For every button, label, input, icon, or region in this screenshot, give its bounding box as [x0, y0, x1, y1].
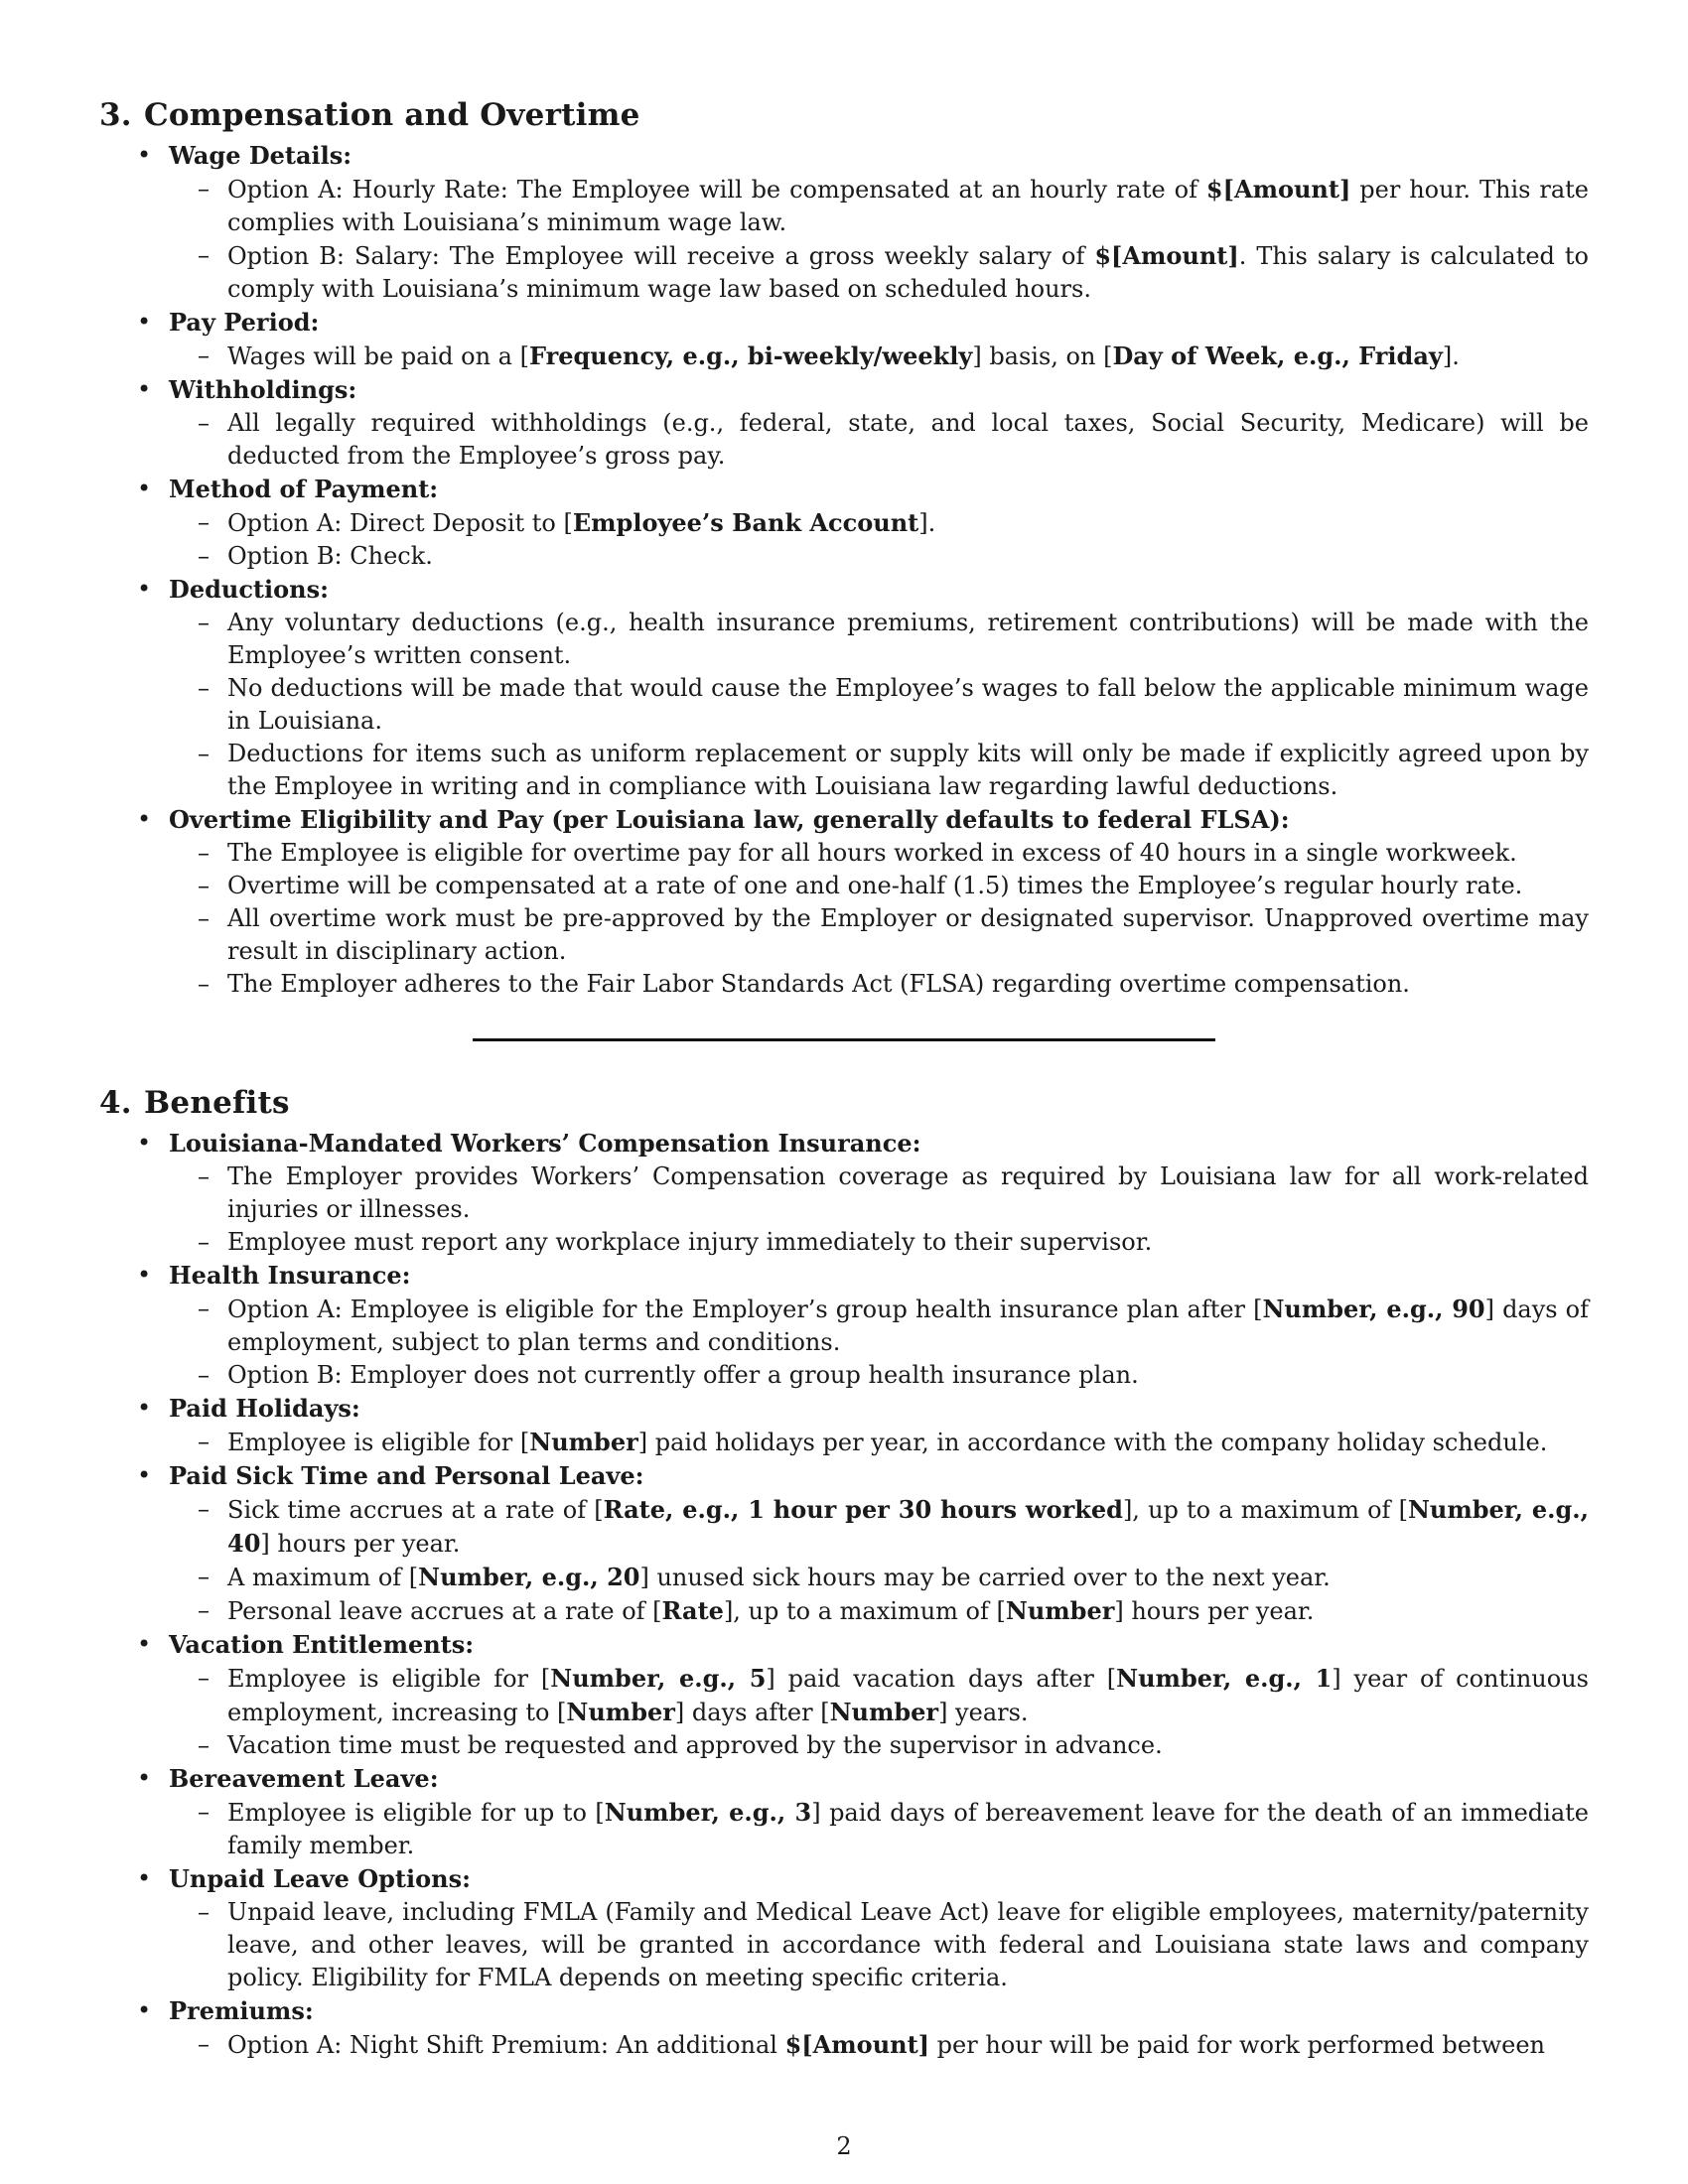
sub-text: ].: [1442, 342, 1460, 370]
sub-text: Option A: Employee is eligible for the Employer’s group health insurance plan after [: [227, 1296, 1263, 1323]
list-item: [99, 473, 1589, 573]
sub-item: [169, 1594, 1589, 1628]
sub-text: Employee must report any workplace injury immediately to their supervisor.: [227, 1228, 1153, 1256]
sub-text: The Employer adheres to the Fair Labor Standards Act (FLSA) regarding overtime compensation.: [227, 970, 1410, 998]
sub-text: Vacation time must be requested and approved by the supervisor in advance.: [227, 1731, 1163, 1759]
sub-text: Option A: Direct Deposit to [: [227, 509, 573, 537]
placeholder-field: $[Amount]: [784, 2030, 930, 2059]
placeholder-field: Day of Week, e.g., Friday: [1112, 341, 1443, 370]
sub-item: [169, 540, 1589, 573]
list-item: [99, 1127, 1589, 1259]
sub-list: [169, 607, 1589, 803]
sub-item: [169, 968, 1589, 1001]
sub-text: ] paid days of bereavement leave for the death of an immediate family member.: [227, 1799, 1589, 1859]
dash-icon: –: [198, 1428, 210, 1455]
bullet-icon: •: [137, 375, 152, 403]
sub-item: [169, 1796, 1589, 1862]
dash-icon: –: [198, 1295, 210, 1322]
sub-item: [169, 1729, 1589, 1762]
list-item: [99, 1259, 1589, 1392]
dash-icon: –: [198, 1563, 210, 1590]
dash-icon: –: [198, 904, 210, 932]
bullet-icon: •: [137, 1129, 152, 1157]
sub-item: [169, 407, 1589, 473]
item-title: Wage Details:: [169, 141, 352, 170]
list-item: [99, 1762, 1589, 1862]
sub-text: Employee is eligible for up to [: [227, 1799, 605, 1827]
dash-icon: –: [198, 1495, 210, 1523]
item-title: Overtime Eligibility and Pay (per Louisiana law, generally defaults to federal FLSA):: [169, 805, 1290, 834]
sub-text: ] unused sick hours may be carried over to the next year.: [639, 1564, 1331, 1591]
sub-text: ] hours per year.: [1114, 1597, 1315, 1625]
sub-item: [169, 1896, 1589, 1994]
sub-text: per hour will be paid for work performed between: [929, 2031, 1546, 2059]
sub-text: Option B: Employer does not currently offer a group health insurance plan.: [227, 1361, 1139, 1389]
sub-text: Personal leave accrues at a rate of [: [227, 1597, 662, 1625]
sub-text: Employee is eligible for [: [227, 1429, 530, 1456]
dash-icon: –: [198, 409, 210, 437]
item-title: Paid Sick Time and Personal Leave:: [169, 1461, 644, 1490]
dash-icon: –: [198, 341, 210, 369]
sub-text: Deductions for items such as uniform replacement or supply kits will only be made if explicitly agreed upon by the Employee in writing and in compliance with Louisiana law regarding lawful deductions.: [227, 740, 1589, 800]
dash-icon: –: [198, 740, 210, 767]
bullet-icon: •: [137, 575, 152, 603]
dash-icon: –: [198, 1596, 210, 1624]
placeholder-field: Frequency, e.g., bi-weekly/weekly: [528, 341, 973, 370]
sub-item: [169, 1293, 1589, 1359]
dash-icon: –: [198, 1798, 210, 1826]
item-title: Unpaid Leave Options:: [169, 1864, 471, 1893]
item-title: Health Insurance:: [169, 1261, 411, 1290]
section-gap: [99, 1041, 1589, 1079]
item-list: [99, 139, 1589, 1001]
sub-item: [169, 870, 1589, 902]
sub-list: [169, 1796, 1589, 1862]
sub-text: No deductions will be made that would cause the Employee’s wages to fall below the applicable minimum wage in Louisiana.: [227, 674, 1589, 735]
sub-text: ] paid holidays per year, in accordance with the company holiday schedule.: [637, 1429, 1548, 1456]
section-heading: [99, 1079, 1589, 1127]
sub-text: Option B: Salary: The Employee will receive a gross weekly salary of: [227, 242, 1095, 270]
sub-text: per hour. This rate complies with Louisiana’s minimum wage law.: [227, 176, 1590, 236]
dash-icon: –: [198, 241, 210, 269]
item-title: Method of Payment:: [169, 475, 439, 503]
sub-text: Any voluntary deductions (e.g., health insurance premiums, retirement contributions) will be made with the Employee’s written consent.: [227, 609, 1589, 669]
sub-text: Option B: Check.: [227, 542, 433, 570]
sub-text: ] paid vacation days after [: [766, 1665, 1117, 1693]
placeholder-field: Number, e.g., 20: [418, 1563, 640, 1591]
dash-icon: –: [198, 508, 210, 536]
sub-text: ], up to a maximum of [: [1122, 1496, 1408, 1524]
sub-list: [169, 837, 1589, 1001]
list-item: [99, 139, 1589, 306]
bullet-icon: •: [137, 1864, 152, 1892]
sub-text: Option A: Hourly Rate: The Employee will be compensated at an hourly rate of: [227, 176, 1206, 204]
sub-text: The Employee is eligible for overtime pay for all hours worked in excess of 40 hours in a single workweek.: [227, 839, 1517, 867]
dash-icon: –: [198, 970, 210, 998]
section-4: [99, 1079, 1589, 2062]
sub-text: ] years.: [938, 1699, 1029, 1726]
list-item: [99, 1994, 1589, 2062]
placeholder-field: Number, e.g., 1: [1116, 1664, 1333, 1693]
sub-text: Overtime will be compensated at a rate of one and one-half (1.5) times the Employee’s regular hourly rate.: [227, 872, 1523, 899]
placeholder-field: Number, e.g., 90: [1262, 1295, 1485, 1323]
dash-icon: –: [198, 674, 210, 702]
list-item: [99, 803, 1589, 1001]
list-item: [99, 1459, 1589, 1628]
dash-icon: –: [198, 2030, 210, 2058]
sub-item: [169, 173, 1589, 239]
sub-text: All overtime work must be pre-approved by the Employer or designated supervisor. Unapproved overtime may result in disciplinary action.: [227, 904, 1589, 965]
sub-item: [169, 1226, 1589, 1259]
section-number: 3.: [99, 97, 132, 133]
sub-item: [169, 738, 1589, 803]
placeholder-field: Rate: [661, 1596, 724, 1625]
sub-item: [169, 607, 1589, 672]
sub-text: ].: [918, 509, 936, 537]
sub-item: [169, 1160, 1589, 1226]
sub-text: Sick time accrues at a rate of [: [227, 1496, 604, 1524]
sub-list: [169, 1662, 1589, 1762]
sub-text: Unpaid leave, including FMLA (Family and Medical Leave Act) leave for eligible employees, maternity/paternity leave, and other leaves, will be granted in accordance with federal and Louisiana state laws and company policy. Eligibility for FMLA depends on meeting specific criteria.: [227, 1898, 1589, 1991]
sub-text: ] year of continuous employment, increasing to [: [227, 1665, 1589, 1726]
list-item: [99, 1628, 1589, 1762]
dash-icon: –: [198, 542, 210, 570]
list-item: [99, 1862, 1589, 1994]
sub-text: ], up to a maximum of [: [723, 1597, 1006, 1625]
placeholder-field: Number, e.g., 5: [550, 1664, 767, 1693]
sub-text: Option A: Night Shift Premium: An additional: [227, 2031, 785, 2059]
placeholder-field: Rate, e.g., 1 hour per 30 hours worked: [603, 1495, 1123, 1524]
sub-list: [169, 1493, 1589, 1628]
list-item: [99, 373, 1589, 473]
bullet-icon: •: [137, 308, 152, 336]
item-list: [99, 1127, 1589, 2062]
sub-text: A maximum of [: [227, 1564, 419, 1591]
sub-item: [169, 1359, 1589, 1392]
page-number: 2: [836, 2132, 852, 2160]
sub-item: [169, 1426, 1589, 1459]
sub-list: [169, 1426, 1589, 1459]
item-title: Withholdings:: [169, 375, 357, 404]
dash-icon: –: [198, 1898, 210, 1926]
bullet-icon: •: [137, 805, 152, 833]
section-title: Compensation and Overtime: [144, 97, 640, 133]
placeholder-field: Number: [529, 1428, 638, 1456]
dash-icon: –: [198, 1731, 210, 1759]
sub-item: [169, 239, 1589, 306]
sub-list: [169, 1160, 1589, 1259]
sub-text: ] days after [: [674, 1699, 830, 1726]
item-title: Deductions:: [169, 575, 329, 604]
bullet-icon: •: [137, 1764, 152, 1792]
dash-icon: –: [198, 872, 210, 899]
dash-icon: –: [198, 609, 210, 636]
item-title: Louisiana-Mandated Workers’ Compensation Insurance:: [169, 1129, 921, 1158]
dash-icon: –: [198, 1361, 210, 1389]
section-number: 4.: [99, 1085, 132, 1121]
dash-icon: –: [198, 1664, 210, 1692]
placeholder-field: $[Amount]: [1205, 175, 1351, 204]
sub-text: The Employer provides Workers’ Compensation coverage as required by Louisiana law for all work-related injuries or illnesses.: [227, 1162, 1589, 1223]
sub-item: [169, 837, 1589, 870]
item-title: Premiums:: [169, 1996, 314, 2025]
sub-text: ] days of employment, subject to plan terms and conditions.: [227, 1296, 1590, 1356]
sub-item: [169, 1662, 1589, 1729]
section-title: Benefits: [144, 1085, 290, 1121]
placeholder-field: Number, e.g., 3: [604, 1798, 812, 1827]
item-title: Vacation Entitlements:: [169, 1630, 475, 1659]
section-3: [99, 91, 1589, 1001]
item-title: Bereavement Leave:: [169, 1764, 439, 1793]
dash-icon: –: [198, 1228, 210, 1256]
bullet-icon: •: [137, 141, 152, 169]
placeholder-field: Number: [829, 1698, 939, 1726]
bullet-icon: •: [137, 1996, 152, 2024]
list-item: [99, 1392, 1589, 1459]
sub-text: All legally required withholdings (e.g., federal, state, and local taxes, Social Security, Medicare) will be deducted from the Employee’s gross pay.: [227, 409, 1589, 470]
document-body: [99, 91, 1589, 2062]
sub-text: ] basis, on [: [972, 342, 1113, 370]
list-item: [99, 306, 1589, 373]
sub-list: [169, 2028, 1589, 2062]
bullet-icon: •: [137, 475, 152, 502]
bullet-icon: •: [137, 1630, 152, 1658]
placeholder-field: Employee’s Bank Account: [572, 508, 919, 537]
sub-list: [169, 1293, 1589, 1392]
sub-item: [169, 672, 1589, 738]
sub-text: Employee is eligible for [: [227, 1665, 551, 1693]
sub-text: . This salary is calculated to comply with Louisiana’s minimum wage law based on scheduled hours.: [227, 242, 1589, 303]
sub-item: [169, 506, 1589, 540]
placeholder-field: Number, e.g., 40: [227, 1495, 1590, 1558]
sub-item: [169, 1493, 1589, 1561]
sub-item: [169, 902, 1589, 968]
placeholder-field: Number: [566, 1698, 675, 1726]
item-title: Paid Holidays:: [169, 1394, 360, 1423]
dash-icon: –: [198, 839, 210, 867]
sub-item: [169, 1561, 1589, 1594]
sub-list: [169, 173, 1589, 306]
dash-icon: –: [198, 1162, 210, 1190]
sub-item: [169, 2028, 1589, 2062]
sub-list: [169, 506, 1589, 573]
dash-icon: –: [198, 175, 210, 203]
bullet-icon: •: [137, 1261, 152, 1289]
placeholder-field: Number: [1005, 1596, 1115, 1625]
item-title: Pay Period:: [169, 308, 320, 337]
sub-list: [169, 1896, 1589, 1994]
sub-list: [169, 340, 1589, 373]
bullet-icon: •: [137, 1394, 152, 1422]
placeholder-field: $[Amount]: [1094, 241, 1239, 270]
section-heading: [99, 91, 1589, 139]
list-item: [99, 573, 1589, 803]
sub-text: ] hours per year.: [260, 1530, 461, 1558]
bullet-icon: •: [137, 1461, 152, 1489]
sub-item: [169, 340, 1589, 373]
sub-list: [169, 407, 1589, 473]
sub-text: Wages will be paid on a [: [227, 342, 529, 370]
